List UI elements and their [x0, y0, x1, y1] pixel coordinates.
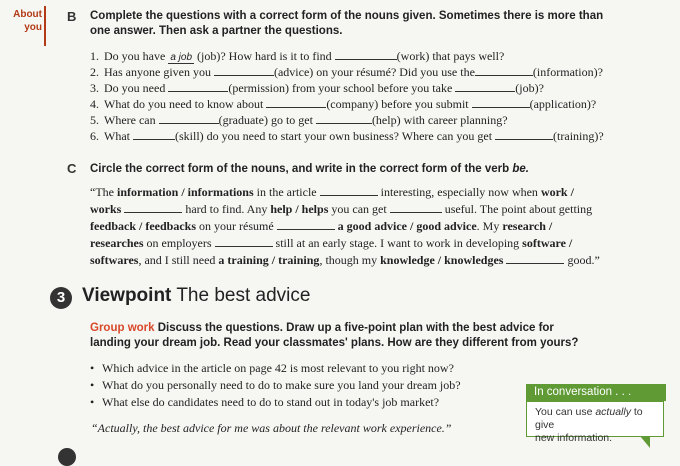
- paragraph-line-2: works hard to find. Any help / helps you can get useful. The point about getting: [90, 202, 593, 216]
- section-b-instruction-1: Complete the questions with a correct form of the nouns given. Sometimes there is more than: [90, 10, 604, 22]
- choice-feedback[interactable]: feedback / feedbacks: [90, 219, 196, 233]
- in-conversation-heading: In conversation . . .: [526, 384, 666, 401]
- answer-blank[interactable]: [214, 64, 274, 76]
- question-5: 5. Where can (graduate) go to get (help) with career planning?: [90, 113, 508, 127]
- group-work-label: Group work: [90, 322, 155, 334]
- paragraph-line-1: “The information / informations in the article interesting, especially now when work /: [90, 185, 574, 199]
- answer-blank[interactable]: [133, 128, 175, 140]
- answer-blank[interactable]: [475, 64, 533, 76]
- answer-blank[interactable]: [320, 184, 378, 196]
- answer-blank[interactable]: [168, 80, 228, 92]
- section-b-instruction-2: one answer. Then ask a partner the questions.: [90, 25, 343, 37]
- about-label-line1: About: [13, 9, 42, 20]
- choice-work[interactable]: work /: [540, 185, 574, 199]
- group-work-instruction: Group work Discuss the questions. Draw up a five-point plan with the best advice for landing your dream job. Read your classmates' plans. How are they different from yours?: [90, 322, 579, 349]
- exercise-number-badge: 3: [50, 287, 72, 309]
- answer-blank[interactable]: [215, 235, 273, 247]
- answer-blank[interactable]: [495, 128, 553, 140]
- answer-blank[interactable]: [472, 96, 530, 108]
- discussion-bullet: • What else do candidates need to do to stand out in today's job market?: [90, 395, 440, 409]
- viewpoint-title: Viewpoint The best advice: [82, 285, 311, 306]
- question-1: 1. Do you have a job (job)? How hard is it to find (work) that pays well?: [90, 49, 505, 63]
- answer-blank[interactable]: [277, 218, 335, 230]
- choice-research[interactable]: research /: [502, 219, 553, 233]
- answer-blank[interactable]: [124, 201, 182, 213]
- choice-works[interactable]: works: [90, 202, 122, 216]
- choice-training[interactable]: a training / training: [218, 253, 320, 267]
- answer-blank[interactable]: [335, 48, 397, 60]
- question-2: 2. Has anyone given you (advice) on your résumé? Did you use the (information)?: [90, 65, 603, 79]
- speech-bubble-tail: [640, 436, 650, 448]
- question-3: 3. Do you need (permission) from your school before you take (job)?: [90, 81, 544, 95]
- choice-advice[interactable]: a good advice / good advice: [334, 219, 477, 233]
- about-divider: [44, 6, 46, 46]
- handwritten-answer: a job: [170, 52, 193, 63]
- answer-blank[interactable]: [159, 112, 219, 124]
- answer-blank[interactable]: [506, 252, 564, 264]
- example-quote: “Actually, the best advice for me was about the relevant work experience.”: [91, 421, 452, 435]
- section-c-instruction: Circle the correct form of the nouns, and write in the correct form of the verb be.: [90, 163, 530, 175]
- question-6: 6. What (skill) do you need to start your own business? Where can you get (training)?: [90, 129, 604, 143]
- next-exercise-badge: [58, 448, 76, 466]
- paragraph-line-5: softwares, and I still need a training / training, though my knowledge / knowledges good.”: [90, 253, 600, 267]
- paragraph-line-3: feedback / feedbacks on your résumé a good advice / good advice. My research /: [90, 219, 553, 233]
- answer-blank[interactable]: [455, 80, 515, 92]
- choice-software[interactable]: software /: [522, 236, 573, 250]
- answer-blank[interactable]: [316, 112, 372, 124]
- choice-researches[interactable]: researches: [90, 236, 144, 250]
- choice-information[interactable]: information / informations: [116, 185, 254, 199]
- about-label-line2: you: [24, 22, 42, 33]
- discussion-bullet: • What do you personally need to do to make sure you land your dream job?: [90, 378, 461, 392]
- discussion-bullet: • Which advice in the article on page 42 is most relevant to you right now?: [90, 361, 454, 375]
- about-you-label: [8, 8, 42, 34]
- answer-blank[interactable]: [266, 96, 326, 108]
- choice-softwares[interactable]: softwares: [90, 253, 139, 267]
- choice-help[interactable]: help / helps: [270, 202, 329, 216]
- in-conversation-box: You can use actually to give new information.: [526, 401, 664, 437]
- choice-knowledge[interactable]: knowledge / knowledges: [380, 253, 504, 267]
- paragraph-line-4: researches on employers still at an early stage. I want to work in developing software /: [90, 236, 573, 250]
- answer-blank[interactable]: [390, 201, 442, 213]
- section-c-letter: C: [67, 161, 77, 176]
- section-b-letter: B: [67, 9, 77, 24]
- question-4: 4. What do you need to know about (company) before you submit (application)?: [90, 97, 597, 111]
